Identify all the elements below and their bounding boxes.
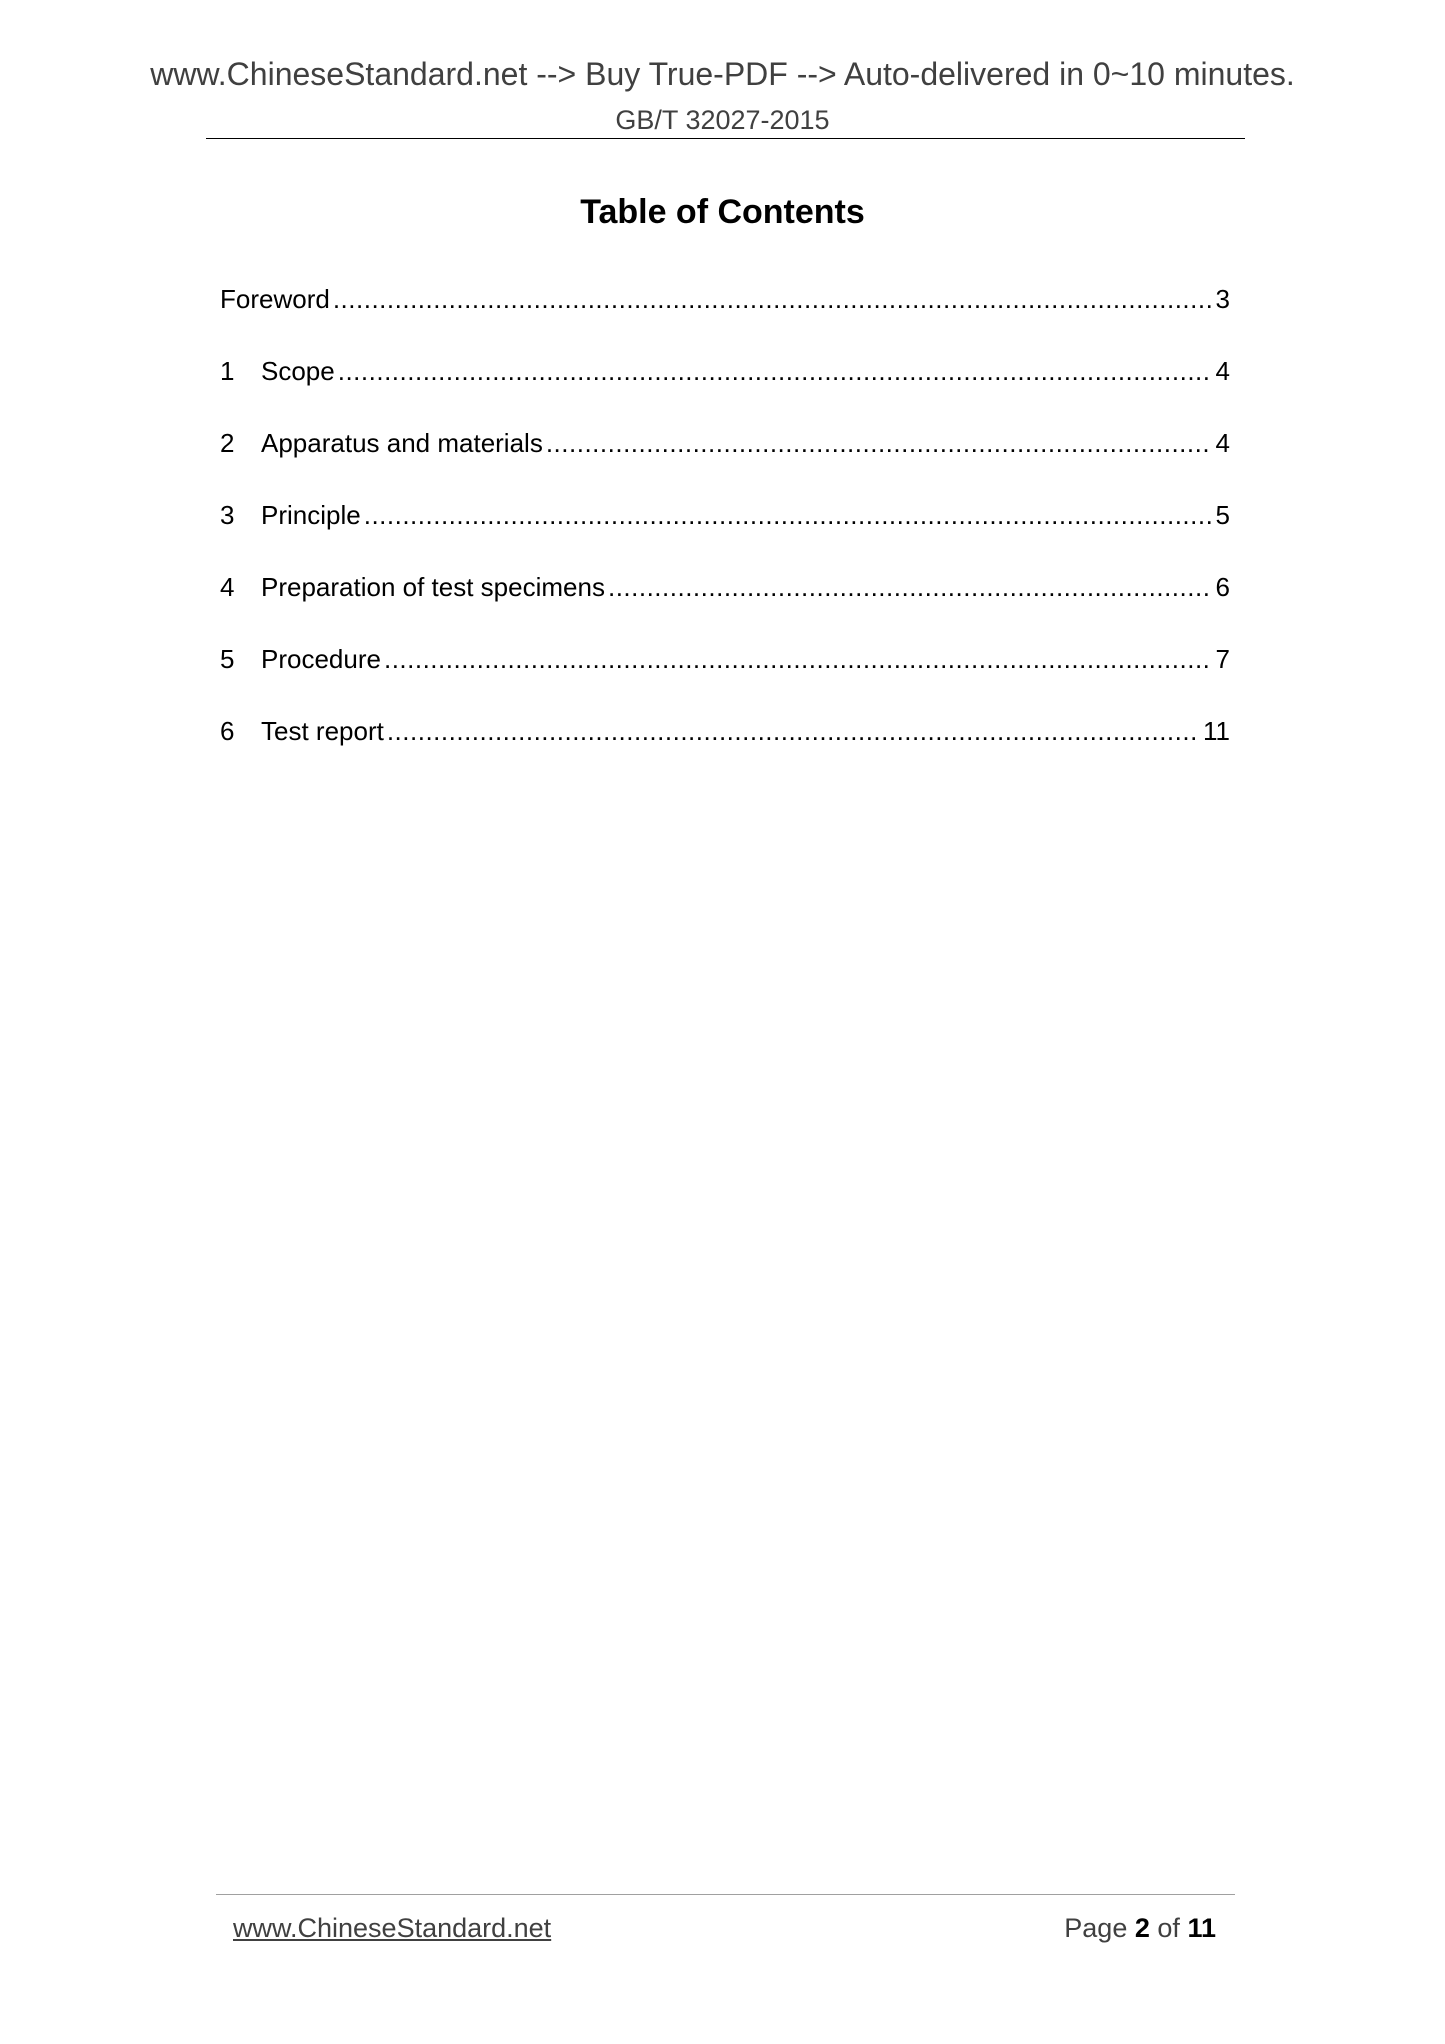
toc-entry-label: Procedure xyxy=(261,644,381,674)
footer-site-link[interactable]: www.ChineseStandard.net xyxy=(233,1913,552,1943)
toc-leader-dots xyxy=(333,284,1212,315)
page-prefix: Page xyxy=(1064,1913,1128,1943)
toc-entry-page: 6 xyxy=(1215,572,1230,602)
toc-entry-label: Preparation of test specimens xyxy=(261,572,605,602)
toc-entry-page: 3 xyxy=(1215,284,1230,314)
toc-entry-procedure[interactable] xyxy=(220,644,1230,680)
toc-entry-label: Principle xyxy=(261,500,361,530)
current-page-number: 2 xyxy=(1134,1913,1150,1943)
toc-entry-apparatus[interactable] xyxy=(220,428,1230,464)
toc-entry-number: 3 xyxy=(220,500,235,530)
toc-entry-number: 4 xyxy=(220,572,235,602)
toc-leader-dots xyxy=(387,716,1199,747)
toc-leader-dots xyxy=(338,356,1212,387)
toc-entry-principle[interactable] xyxy=(220,500,1230,536)
toc-entry-number: 1 xyxy=(220,356,235,386)
toc-entry-number: 5 xyxy=(220,644,235,674)
toc-entry-label: Apparatus and materials xyxy=(261,428,543,458)
toc-leader-dots xyxy=(364,500,1212,531)
header-banner: www.ChineseStandard.net --> Buy True-PDF --> Auto-delivered in 0~10 minutes. xyxy=(150,56,1295,92)
toc-entry-page: 4 xyxy=(1215,356,1230,386)
toc-entry-label: Foreword xyxy=(220,284,330,314)
footer-divider xyxy=(216,1894,1235,1895)
total-pages-number: 11 xyxy=(1187,1913,1216,1943)
toc-entry-number: 6 xyxy=(220,716,235,746)
toc-entry-number: 2 xyxy=(220,428,235,458)
toc-entry-label: Scope xyxy=(261,356,335,386)
toc-entry-foreword[interactable] xyxy=(220,284,1230,320)
toc-entry-test-report[interactable] xyxy=(220,716,1230,752)
toc-leader-dots xyxy=(384,644,1212,675)
toc-entry-scope[interactable] xyxy=(220,356,1230,392)
toc-title: Table of Contents xyxy=(580,193,865,231)
toc-entry-page: 7 xyxy=(1215,644,1230,674)
document-number: GB/T 32027-2015 xyxy=(615,105,830,135)
toc-entry-page: 11 xyxy=(1203,716,1230,746)
page-separator: of xyxy=(1157,1913,1180,1943)
toc-entry-label: Test report xyxy=(261,716,384,746)
toc-entry-preparation[interactable] xyxy=(220,572,1230,608)
toc-leader-dots xyxy=(608,572,1212,603)
toc-entry-page: 5 xyxy=(1215,500,1230,530)
page-indicator xyxy=(1064,1913,1216,1944)
toc-entry-page: 4 xyxy=(1215,428,1230,458)
header-divider xyxy=(206,138,1245,139)
toc-leader-dots xyxy=(546,428,1212,459)
